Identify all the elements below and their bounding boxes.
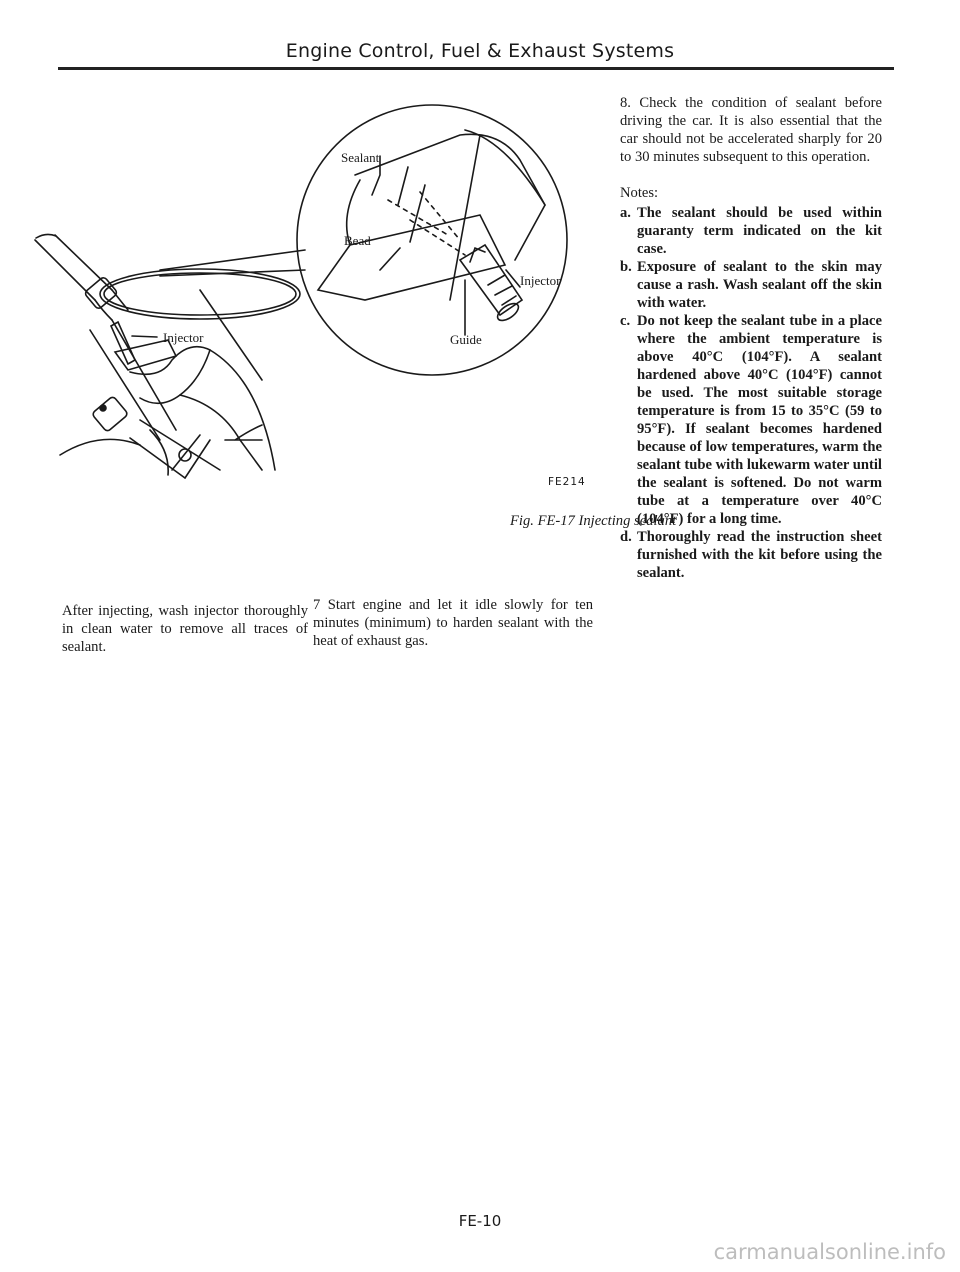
note-text: Do not keep the sealant tube in a place where the ambient temperature is above 40°C (104°F). A sealant hardened above 40°C (104°F) cannot be used. The most suitable storage temperature is from 15 to 35°C (59 to 95°F). If sealant becomes hardened because of low temperatures, warm the sealant tube with lukewarm water until the sealant is softened. Do not warm tube at a temperature over 40°C (104°F) for a long time. bbox=[637, 313, 882, 527]
note-text: Exposure of sealant to the skin may cause a rash. Wash sealant off the skin with water. bbox=[637, 259, 882, 311]
notes-list bbox=[620, 204, 882, 582]
page-number: FE-10 bbox=[458, 1212, 502, 1230]
note-item bbox=[620, 258, 882, 312]
note-text: The sealant should be used within guaranty term indicated on the kit case. bbox=[637, 205, 882, 257]
label-guide: Guide bbox=[450, 332, 482, 347]
note-label: a. bbox=[620, 205, 631, 221]
note-item bbox=[620, 312, 882, 528]
note-text: Thoroughly read the instruction sheet furnished with the kit before using the sealant. bbox=[637, 529, 882, 581]
right-column bbox=[620, 94, 882, 582]
notes-heading: Notes: bbox=[620, 185, 659, 201]
label-bead: Bead bbox=[344, 233, 371, 248]
label-injector-left: Injector bbox=[163, 330, 204, 345]
figure-caption: Fig. FE-17 Injecting sealant bbox=[510, 513, 677, 529]
note-label: d. bbox=[620, 529, 632, 545]
step-7-paragraph: 7 Start engine and let it idle slowly for ten minutes (minimum) to harden sealant with the heat of exhaust gas. bbox=[313, 597, 593, 649]
page-header: Engine Control, Fuel & Exhaust Systems bbox=[285, 40, 675, 62]
note-label: b. bbox=[620, 259, 632, 275]
note-item bbox=[620, 528, 882, 582]
header-rule bbox=[58, 67, 894, 70]
injecting-sealant-illustration bbox=[0, 85, 600, 505]
watermark: carmanualsonline.info bbox=[713, 1240, 946, 1264]
left-paragraph: After injecting, wash injector thoroughly in clean water to remove all traces of sealant. bbox=[62, 603, 308, 655]
label-sealant: Sealant bbox=[341, 150, 380, 165]
note-label: c. bbox=[620, 313, 631, 329]
note-item bbox=[620, 204, 882, 258]
label-injector-detail: Injector bbox=[520, 273, 561, 288]
step-8-paragraph: 8. Check the condition of sealant before driving the car. It is also essential that the car should not be accelerated sharply for 20 to 30 minutes subsequent to this operation. bbox=[620, 95, 882, 165]
figure-id: FE214 bbox=[548, 476, 586, 488]
